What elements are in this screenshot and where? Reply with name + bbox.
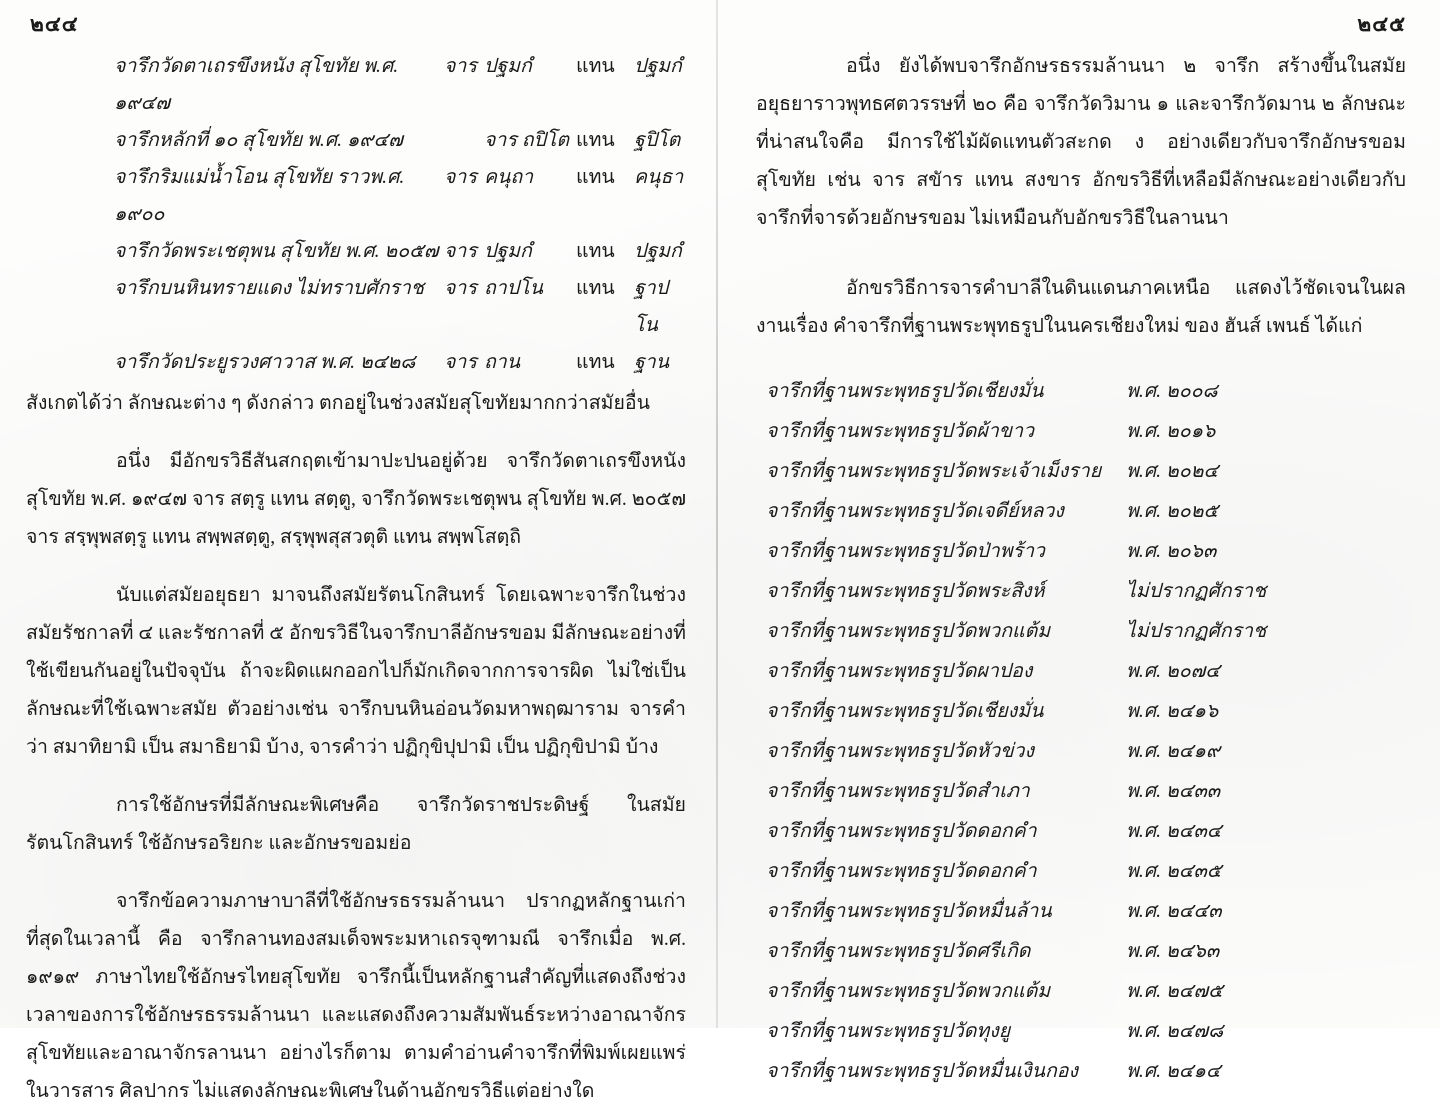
table-row xyxy=(756,532,1406,572)
paragraph-spacer xyxy=(26,563,686,577)
left-page-body xyxy=(26,48,686,1117)
inscription-year: พ.ศ. ๒๔๓๔ xyxy=(1126,821,1222,842)
table-row xyxy=(756,652,1406,692)
table-row xyxy=(26,159,686,233)
inscription-verb: จาร xyxy=(444,352,477,373)
inscription-name: จารึกวัดตาเถรขึงหนัง สุโขทัย พ.ศ. ๑๙๔๗ xyxy=(114,56,399,114)
inscription-name: จารึกที่ฐานพระพุทธรูปวัดพระเจ้าเม็งราย xyxy=(766,461,1102,482)
inscription-name: จารึกที่ฐานพระพุทธรูปวัดพวกแต้ม xyxy=(766,621,1051,642)
inscription-verb: จาร xyxy=(444,167,477,188)
inscription-year: พ.ศ. ๒๔๓๕ xyxy=(1126,861,1222,882)
inscription-year: พ.ศ. ๒๐๖๓ xyxy=(1126,541,1217,562)
inscription-name: จารึกที่ฐานพระพุทธรูปวัดพระสิงห์ xyxy=(766,581,1045,602)
inscription-name: จารึกหลักที่ ๑๐ สุโขทัย พ.ศ. ๑๙๔๗ xyxy=(114,130,403,151)
inscription-year: ไม่ปรากฏศักราช xyxy=(1126,581,1267,602)
inscription-year: พ.ศ. ๒๐๑๖ xyxy=(1126,421,1216,442)
paragraph-spacer xyxy=(26,773,686,787)
table-row xyxy=(756,452,1406,492)
inscription-standard-form: ฐาปโน xyxy=(634,278,669,336)
inscription-name: จารึกริมแม่น้ำโอน สุโขทัย ราวพ.ศ. ๑๙๐๐ xyxy=(114,167,405,225)
table-row xyxy=(756,932,1406,972)
inscription-verb: จาร xyxy=(444,278,477,299)
page-number-right: ๒๔๕ xyxy=(1357,12,1406,36)
paragraph-spacer xyxy=(756,352,1406,366)
inscription-name: จารึกที่ฐานพระพุทธรูปวัดเจดีย์หลวง xyxy=(766,501,1064,522)
table-row xyxy=(756,732,1406,772)
inscription-replaces: แทน xyxy=(576,130,615,151)
paragraph: อนึ่ง มีอักขรวิธีสันสกฤตเข้ามาปะปนอยู่ด้วย จารึกวัดตาเถรขึงหนังสุโขทัย พ.ศ. ๑๙๔๗ จาร สตฺรู แทน สตฺตู, จารึกวัดพระเชตุพน สุโขทัย พ.ศ. ๒๐๕๗ จาร สรฺพุพสตฺรู แทน สพฺพสตฺตู, สรฺพุพสุสวตุติ แทน สพฺพโสตฺถิ xyxy=(26,451,686,548)
inscription-replaces: แทน xyxy=(576,352,615,373)
table-row xyxy=(26,48,686,122)
inscription-form: จาร ถปิโต xyxy=(484,130,570,151)
inscription-standard-form: ฐาน xyxy=(634,352,670,373)
inscription-name: จารึกที่ฐานพระพุทธรูปวัดหมื่นเงินกอง xyxy=(766,1061,1079,1082)
table-row xyxy=(756,572,1406,612)
table-row xyxy=(756,812,1406,852)
inscription-year: พ.ศ. ๒๔๗๕ xyxy=(1126,981,1223,1002)
inscription-name: จารึกบนหินทรายแดง ไม่ทราบศักราช xyxy=(114,278,425,299)
inscription-year: พ.ศ. ๒๐๐๘ xyxy=(1126,381,1218,402)
paragraph-spacer xyxy=(26,869,686,883)
inscription-form: ถาน xyxy=(484,352,521,373)
inscription-form: คนุถา xyxy=(484,167,534,188)
paragraph: การใช้อักษรที่มีลักษณะพิเศษคือ จารึกวัดราชประดิษฐ์ ในสมัยรัตนโกสินทร์ ใช้อักษรอริยกะ และอักษรขอมย่อ xyxy=(26,795,686,854)
right-inscription-list xyxy=(756,372,1406,1092)
inscription-year: พ.ศ. ๒๔๖๓ xyxy=(1126,941,1220,962)
paragraph-spacer xyxy=(756,244,1406,270)
table-row xyxy=(756,612,1406,652)
inscription-standard-form: ปฐมกํ xyxy=(634,56,682,77)
table-row xyxy=(26,122,686,159)
left-page xyxy=(0,0,716,1102)
inscription-name: จารึกวัดพระเชตุพน สุโขทัย พ.ศ. ๒๐๕๗ xyxy=(114,241,439,262)
paragraph: สังเกตได้ว่า ลักษณะต่าง ๆ ดังกล่าว ตกอยู่ในช่วงสมัยสุโขทัยมากกว่าสมัยอื่น xyxy=(26,393,650,414)
inscription-standard-form: ฐปิโต xyxy=(634,130,681,151)
inscription-standard-form: ปฐมกํ xyxy=(634,241,682,262)
table-row xyxy=(756,692,1406,732)
inscription-replaces: แทน xyxy=(576,278,615,299)
inscription-name: จารึกที่ฐานพระพุทธรูปวัดดอกคำ xyxy=(766,821,1037,842)
paragraph: อักขรวิธีการจารคำบาลีในดินแดนภาคเหนือ แสดงไว้ชัดเจนในผลงานเรื่อง คำจารึกที่ฐานพระพุทธรูปในนครเชียงใหม่ ของ ฮันส์ เพนธ์ ได้แก่ xyxy=(756,278,1406,337)
inscription-form: ปฐมกํ xyxy=(484,56,532,77)
inscription-year: ไม่ปรากฏศักราช xyxy=(1126,621,1267,642)
inscription-standard-form: คนุธา xyxy=(634,167,684,188)
paragraph-spacer xyxy=(26,429,686,443)
table-row xyxy=(756,492,1406,532)
inscription-name: จารึกที่ฐานพระพุทธรูปวัดศรีเกิด xyxy=(766,941,1031,962)
inscription-year: พ.ศ. ๒๐๗๔ xyxy=(1126,661,1221,682)
inscription-name: จารึกที่ฐานพระพุทธรูปวัดพวกแต้ม xyxy=(766,981,1051,1002)
table-row xyxy=(756,412,1406,452)
inscription-year: พ.ศ. ๒๔๗๘ xyxy=(1126,1021,1224,1042)
table-row xyxy=(756,972,1406,1012)
table-row xyxy=(26,344,686,381)
inscription-year: พ.ศ. ๒๐๒๕ xyxy=(1126,501,1219,522)
inscription-name: จารึกที่ฐานพระพุทธรูปวัดหัวข่วง xyxy=(766,741,1035,762)
inscription-year: พ.ศ. ๒๐๒๔ xyxy=(1126,461,1219,482)
inscription-replaces: แทน xyxy=(576,167,615,188)
table-row xyxy=(756,772,1406,812)
paragraph: จารึกข้อความภาษาบาลีที่ใช้อักษรธรรมล้านนา ปรากฏหลักฐานเก่าที่สุดในเวลานี้ คือ จารึกลานทองสมเด็จพระมหาเถรจุฑามณี จารึกเมื่อ พ.ศ. ๑๙๑๙ ภาษาไทยใช้อักษรไทยสุโขทัย จารึกนี้เป็นหลักฐานสำคัญที่แสดงถึงช่วงเวลาของการใช้อักษรธรรมล้านนา และแสดงถึงความสัมพันธ์ระหว่างอาณาจักรสุโขทัยและอาณาจักรลานนา อย่างไรก็ตาม ตามคำอ่านคำจารึกที่พิมพ์เผยแพร่ในวารสาร ศิลปากร ไม่แสดงลักษณะพิเศษในด้านอักขรวิธีแต่อย่างใด xyxy=(26,891,686,1102)
inscription-verb: จาร xyxy=(444,56,477,77)
inscription-name: จารึกที่ฐานพระพุทธรูปวัดผ้าขาว xyxy=(766,421,1035,442)
inscription-name: จารึกที่ฐานพระพุทธรูปวัดเชียงมั่น xyxy=(766,381,1044,402)
table-row xyxy=(26,270,686,344)
inscription-replaces: แทน xyxy=(576,241,615,262)
inscription-year: พ.ศ. ๒๔๑๔ xyxy=(1126,1061,1221,1082)
paragraph: อนึ่ง ยังได้พบจารึกอักษรธรรมล้านนา ๒ จารึก สร้างขึ้นในสมัยอยุธยาราวพุทธศตวรรษที่ ๒๐ คือ จารึกวัดวิมาน ๑ และจารึกวัดมาน ๒ ลักษณะที่น่าสนใจคือ มีการใช้ไม้ผัดแทนตัวสะกด ง อย่างเดียวกับจารึกอักษรขอมสุโขทัย เช่น จาร สขัาร แทน สงขาร อักขรวิธีที่เหลือมีลักษณะอย่างเดียวกับจารึกที่จารด้วยอักษรขอม ไม่เหมือนกับอักขรวิธีในลานนา xyxy=(756,56,1406,229)
table-row xyxy=(26,233,686,270)
inscription-name: จารึกที่ฐานพระพุทธรูปวัดสำเภา xyxy=(766,781,1030,802)
inscription-verb: จาร xyxy=(444,241,477,262)
inscription-year: พ.ศ. ๒๔๑๖ xyxy=(1126,701,1219,722)
left-inscription-list xyxy=(26,48,686,381)
inscription-year: พ.ศ. ๒๔๑๙ xyxy=(1126,741,1221,762)
inscription-name: จารึกที่ฐานพระพุทธรูปวัดผาปอง xyxy=(766,661,1033,682)
table-row xyxy=(756,372,1406,412)
right-page xyxy=(718,0,1440,1082)
inscription-form: ปฐมกํ xyxy=(484,241,532,262)
inscription-form: ถาปโน xyxy=(484,278,543,299)
inscription-name: จารึกที่ฐานพระพุทธรูปวัดหมื่นล้าน xyxy=(766,901,1052,922)
paragraph: นับแต่สมัยอยุธยา มาจนถึงสมัยรัตนโกสินทร์ โดยเฉพาะจารึกในช่วงสมัยรัชกาลที่ ๔ และรัชกาลที่ ๕ อักขรวิธีในจารึกบาลีอักษรขอม มีลักษณะอย่างที่ใช้เขียนกันอยู่ในปัจจุบัน ถ้าจะผิดแผกออกไปก็มักเกิดจากการจารผิด ไม่ใช่เป็นลักษณะที่ใช้เฉพาะสมัย ตัวอย่างเช่น จารึกบนหินอ่อนวัดมหาพฤฒาราม จารคำว่า สมาทิยามิ เป็น สมาธิยามิ บ้าง, จารคำว่า ปฏิกุขิปุปามิ เป็น ปฏิกุขิปามิ บ้าง xyxy=(26,585,686,758)
inscription-name: จารึกที่ฐานพระพุทธรูปวัดเชียงมั่น xyxy=(766,701,1044,722)
inscription-year: พ.ศ. ๒๔๓๓ xyxy=(1126,781,1221,802)
inscription-name: จารึกวัดประยูรวงศาวาส พ.ศ. ๒๔๒๘ xyxy=(114,352,416,373)
inscription-year: พ.ศ. ๒๔๔๓ xyxy=(1126,901,1222,922)
table-row xyxy=(756,892,1406,932)
inscription-name: จารึกที่ฐานพระพุทธรูปวัดดอกคำ xyxy=(766,861,1037,882)
inscription-name: จารึกที่ฐานพระพุทธรูปวัดทุงยู xyxy=(766,1021,1011,1042)
inscription-name: จารึกที่ฐานพระพุทธรูปวัดป่าพร้าว xyxy=(766,541,1045,562)
right-page-body xyxy=(756,48,1406,1092)
inscription-replaces: แทน xyxy=(576,56,615,77)
page-number-left: ๒๔๔ xyxy=(30,12,79,36)
table-row xyxy=(756,852,1406,892)
table-row xyxy=(756,1012,1406,1052)
table-row xyxy=(756,1052,1406,1092)
